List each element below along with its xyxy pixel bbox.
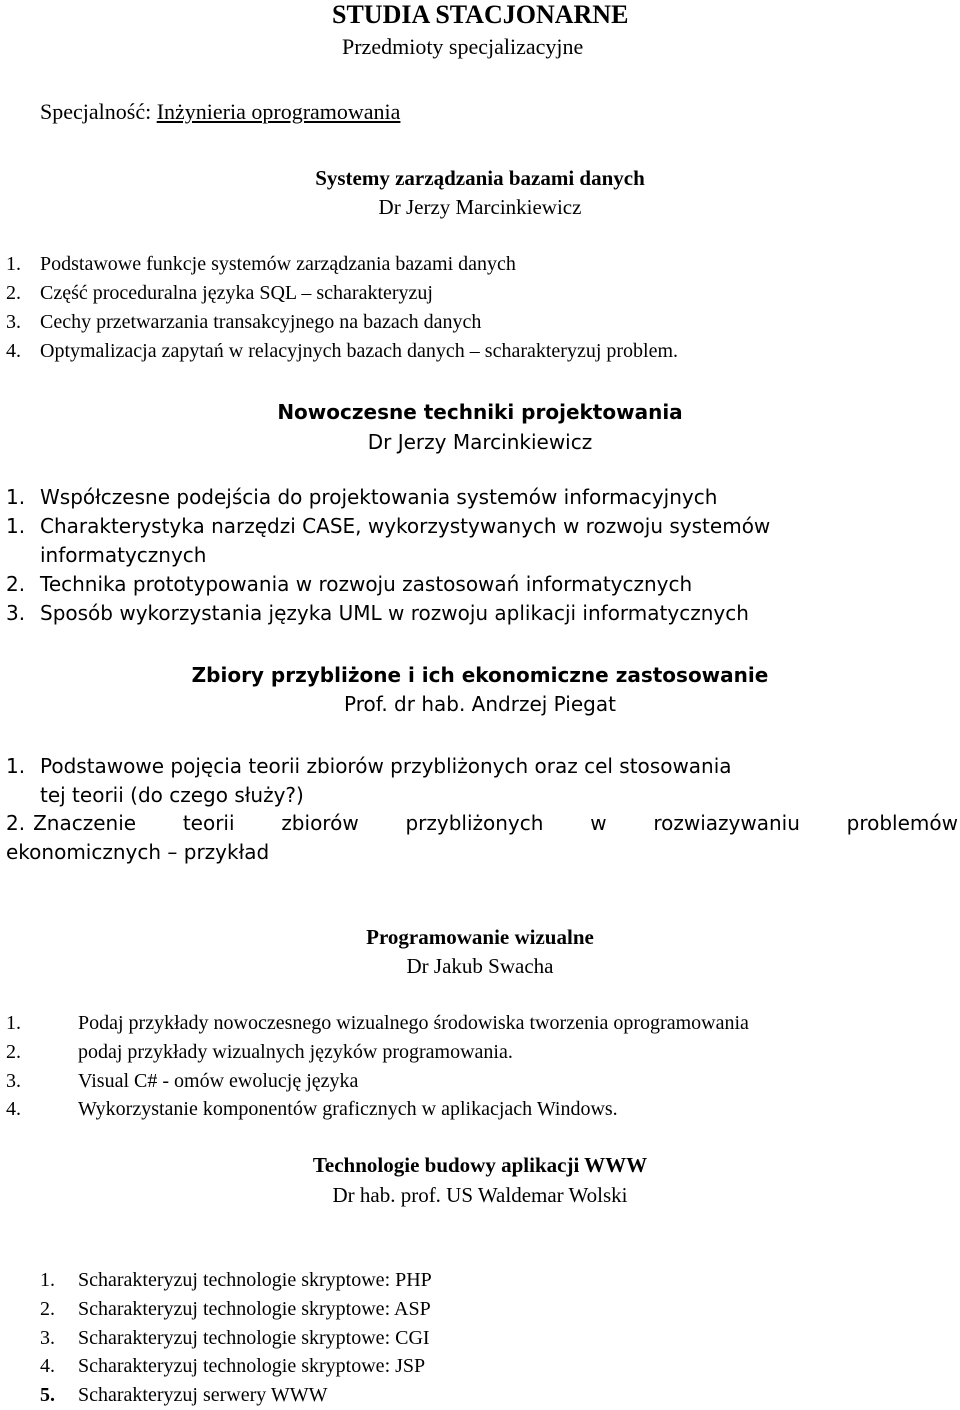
list-item-number: 1.	[6, 514, 26, 538]
section-title: Technologie budowy aplikacji WWW	[312, 1153, 648, 1177]
page-subtitle: Przedmioty specjalizacyjne	[342, 34, 584, 59]
list-item-number: 4.	[6, 1098, 21, 1120]
list-item-text-continued: informatycznych	[40, 543, 207, 567]
list-item-number: 4.	[6, 340, 21, 362]
list-item	[6, 254, 21, 274]
justified-word: zbiorów	[281, 811, 359, 835]
list-item-number: 2.	[6, 1041, 21, 1063]
section-title: Programowanie wizualne	[366, 925, 594, 949]
list-item-text: Scharakteryzuj technologie skryptowe: CGI	[78, 1327, 430, 1349]
list-item-number: 3.	[40, 1327, 55, 1349]
justified-word: przybliżonych	[405, 811, 544, 835]
justified-word: teorii	[182, 811, 235, 835]
page-title: STUDIA STACJONARNE	[332, 0, 629, 29]
list-item-text: Charakterystyka narzędzi CASE, wykorzystywanych w rozwoju systemów	[40, 514, 771, 538]
list-item	[6, 813, 958, 833]
list-item-text: Podstawowe pojęcia teorii zbiorów przybliżonych oraz cel stosowania	[40, 754, 732, 778]
justified-word: w	[590, 811, 607, 835]
list-item-text: Scharakteryzuj technologie skryptowe: PHP	[78, 1269, 432, 1291]
justified-word: problemów	[846, 811, 958, 835]
section-title: Systemy zarządzania bazami danych	[315, 166, 645, 190]
list-item-text: Cechy przetwarzania transakcyjnego na bazach danych	[40, 311, 482, 333]
list-item-number: 4.	[40, 1355, 55, 1377]
section-lecturer: Dr Jerzy Marcinkiewicz	[367, 430, 593, 454]
list-item-number: 2.	[40, 1298, 55, 1320]
list-item-text: Visual C# - omów ewolucję języka	[78, 1070, 359, 1092]
list-item-text: Scharakteryzuj technologie skryptowe: ASP	[78, 1298, 431, 1320]
list-item-number: 2.	[6, 572, 26, 596]
list-item-number: 1.	[40, 1269, 55, 1291]
list-item-text: Technika prototypowania w rozwoju zastosowań informatycznych	[40, 572, 693, 596]
specialty-value: Inżynieria oprogramowania	[156, 99, 401, 124]
list-item-number: 5.	[40, 1384, 55, 1406]
list-item-number: 2.	[6, 811, 26, 835]
justified-word: Znaczenie	[33, 811, 137, 835]
section-title: Nowoczesne techniki projektowania	[277, 400, 683, 424]
list-item-number: 1.	[6, 754, 26, 778]
list-item-text: Część proceduralna języka SQL – scharakteryzuj	[40, 282, 433, 304]
list-item-text: Sposób wykorzystania języka UML w rozwoju aplikacji informatycznych	[40, 601, 749, 625]
list-item-number: 1.	[6, 485, 26, 509]
list-item-text: Podstawowe funkcje systemów zarządzania bazami danych	[40, 253, 516, 275]
list-item-text-continued: ekonomicznych – przykład	[6, 840, 270, 864]
list-item-text: podaj przykłady wizualnych języków programowania.	[78, 1041, 513, 1063]
list-item-text: Scharakteryzuj serwery WWW	[78, 1384, 328, 1406]
list-item-number: 3.	[6, 601, 26, 625]
section-title: Zbiory przybliżone i ich ekonomiczne zastosowanie	[191, 663, 769, 687]
list-item-text: Współczesne podejścia do projektowania systemów informacyjnych	[40, 485, 718, 509]
list-item-text: Scharakteryzuj technologie skryptowe: JSP	[78, 1355, 426, 1377]
section-lecturer: Dr hab. prof. US Waldemar Wolski	[332, 1183, 628, 1207]
list-item-number: 3.	[6, 311, 21, 333]
list-item-number: 3.	[6, 1070, 21, 1092]
list-item-text	[33, 813, 958, 833]
list-item-text-continued: tej teorii (do czego służy?)	[40, 783, 304, 807]
list-item-text: Optymalizacja zapytań w relacyjnych bazach danych – scharakteryzuj problem.	[40, 340, 679, 362]
specialty-label: Specjalność:	[40, 99, 157, 124]
list-item-number: 1.	[6, 1012, 21, 1034]
list-item-number: 2.	[6, 282, 21, 304]
specialty-line	[40, 101, 400, 123]
section-lecturer: Dr Jerzy Marcinkiewicz	[378, 195, 582, 219]
list-item-number: 1.	[6, 253, 21, 275]
justified-word: rozwiazywaniu	[653, 811, 800, 835]
list-item-text: Wykorzystanie komponentów graficznych w aplikacjach Windows.	[78, 1098, 618, 1120]
list-item-text: Podaj przykłady nowoczesnego wizualnego środowiska tworzenia oprogramowania	[78, 1012, 749, 1034]
section-lecturer: Prof. dr hab. Andrzej Piegat	[344, 692, 616, 716]
section-lecturer: Dr Jakub Swacha	[406, 954, 554, 978]
